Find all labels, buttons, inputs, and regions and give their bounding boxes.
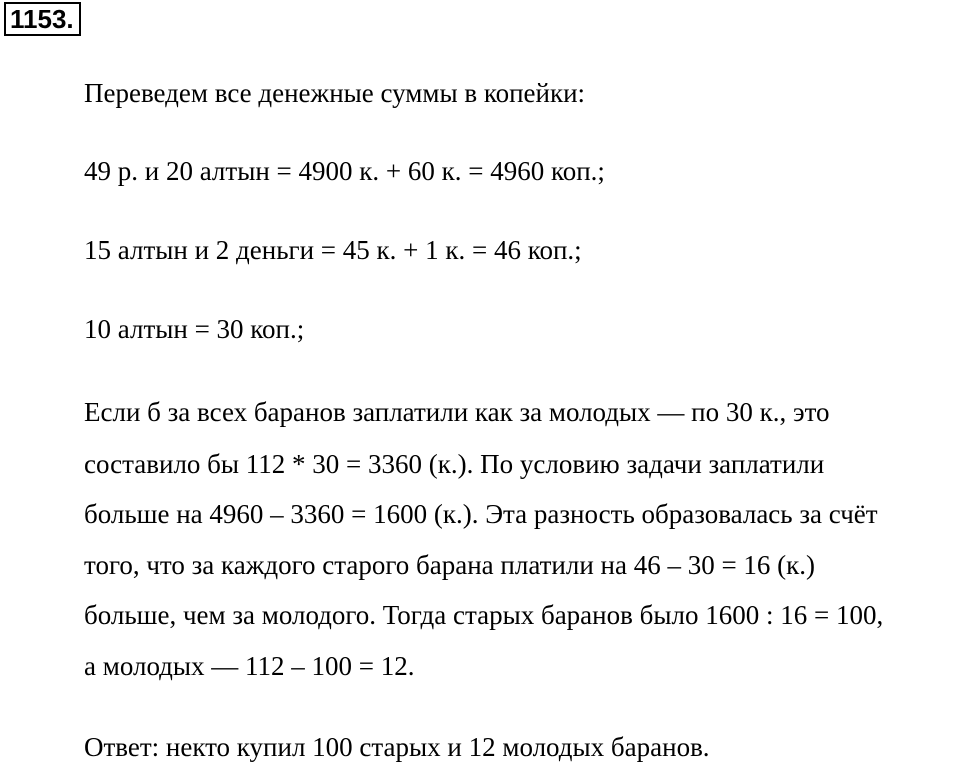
solution-paragraph-line: Если б за всех баранов заплатили как за молодых — по 30 к., это — [84, 397, 830, 427]
answer-line: Ответ: некто купил 100 старых и 12 молодых баранов. — [84, 732, 710, 762]
problem-number: 1153. — [4, 2, 81, 36]
conversion-line-1: 49 р. и 20 алтын = 4900 к. + 60 к. = 4960 коп.; — [84, 156, 605, 186]
solution-paragraph-line: составило бы 112 * 30 = 3360 (к.). По условию задачи заплатили — [84, 449, 825, 479]
conversion-line-2: 15 алтын и 2 деньги = 45 к. + 1 к. = 46 коп.; — [84, 235, 582, 265]
solution-paragraph-line: а молодых — 112 – 100 = 12. — [84, 651, 415, 681]
solution-paragraph-line: больше, чем за молодого. Тогда старых баранов было 1600 : 16 = 100, — [84, 600, 884, 630]
solution-paragraph-line: больше на 4960 – 3360 = 1600 (к.). Эта разность образовалась за счёт — [84, 499, 878, 529]
intro-line: Переведем все денежные суммы в копейки: — [84, 78, 586, 108]
solution-paragraph-line: того, что за каждого старого барана платили на 46 – 30 = 16 (к.) — [84, 550, 816, 580]
conversion-line-3: 10 алтын = 30 коп.; — [84, 314, 305, 344]
